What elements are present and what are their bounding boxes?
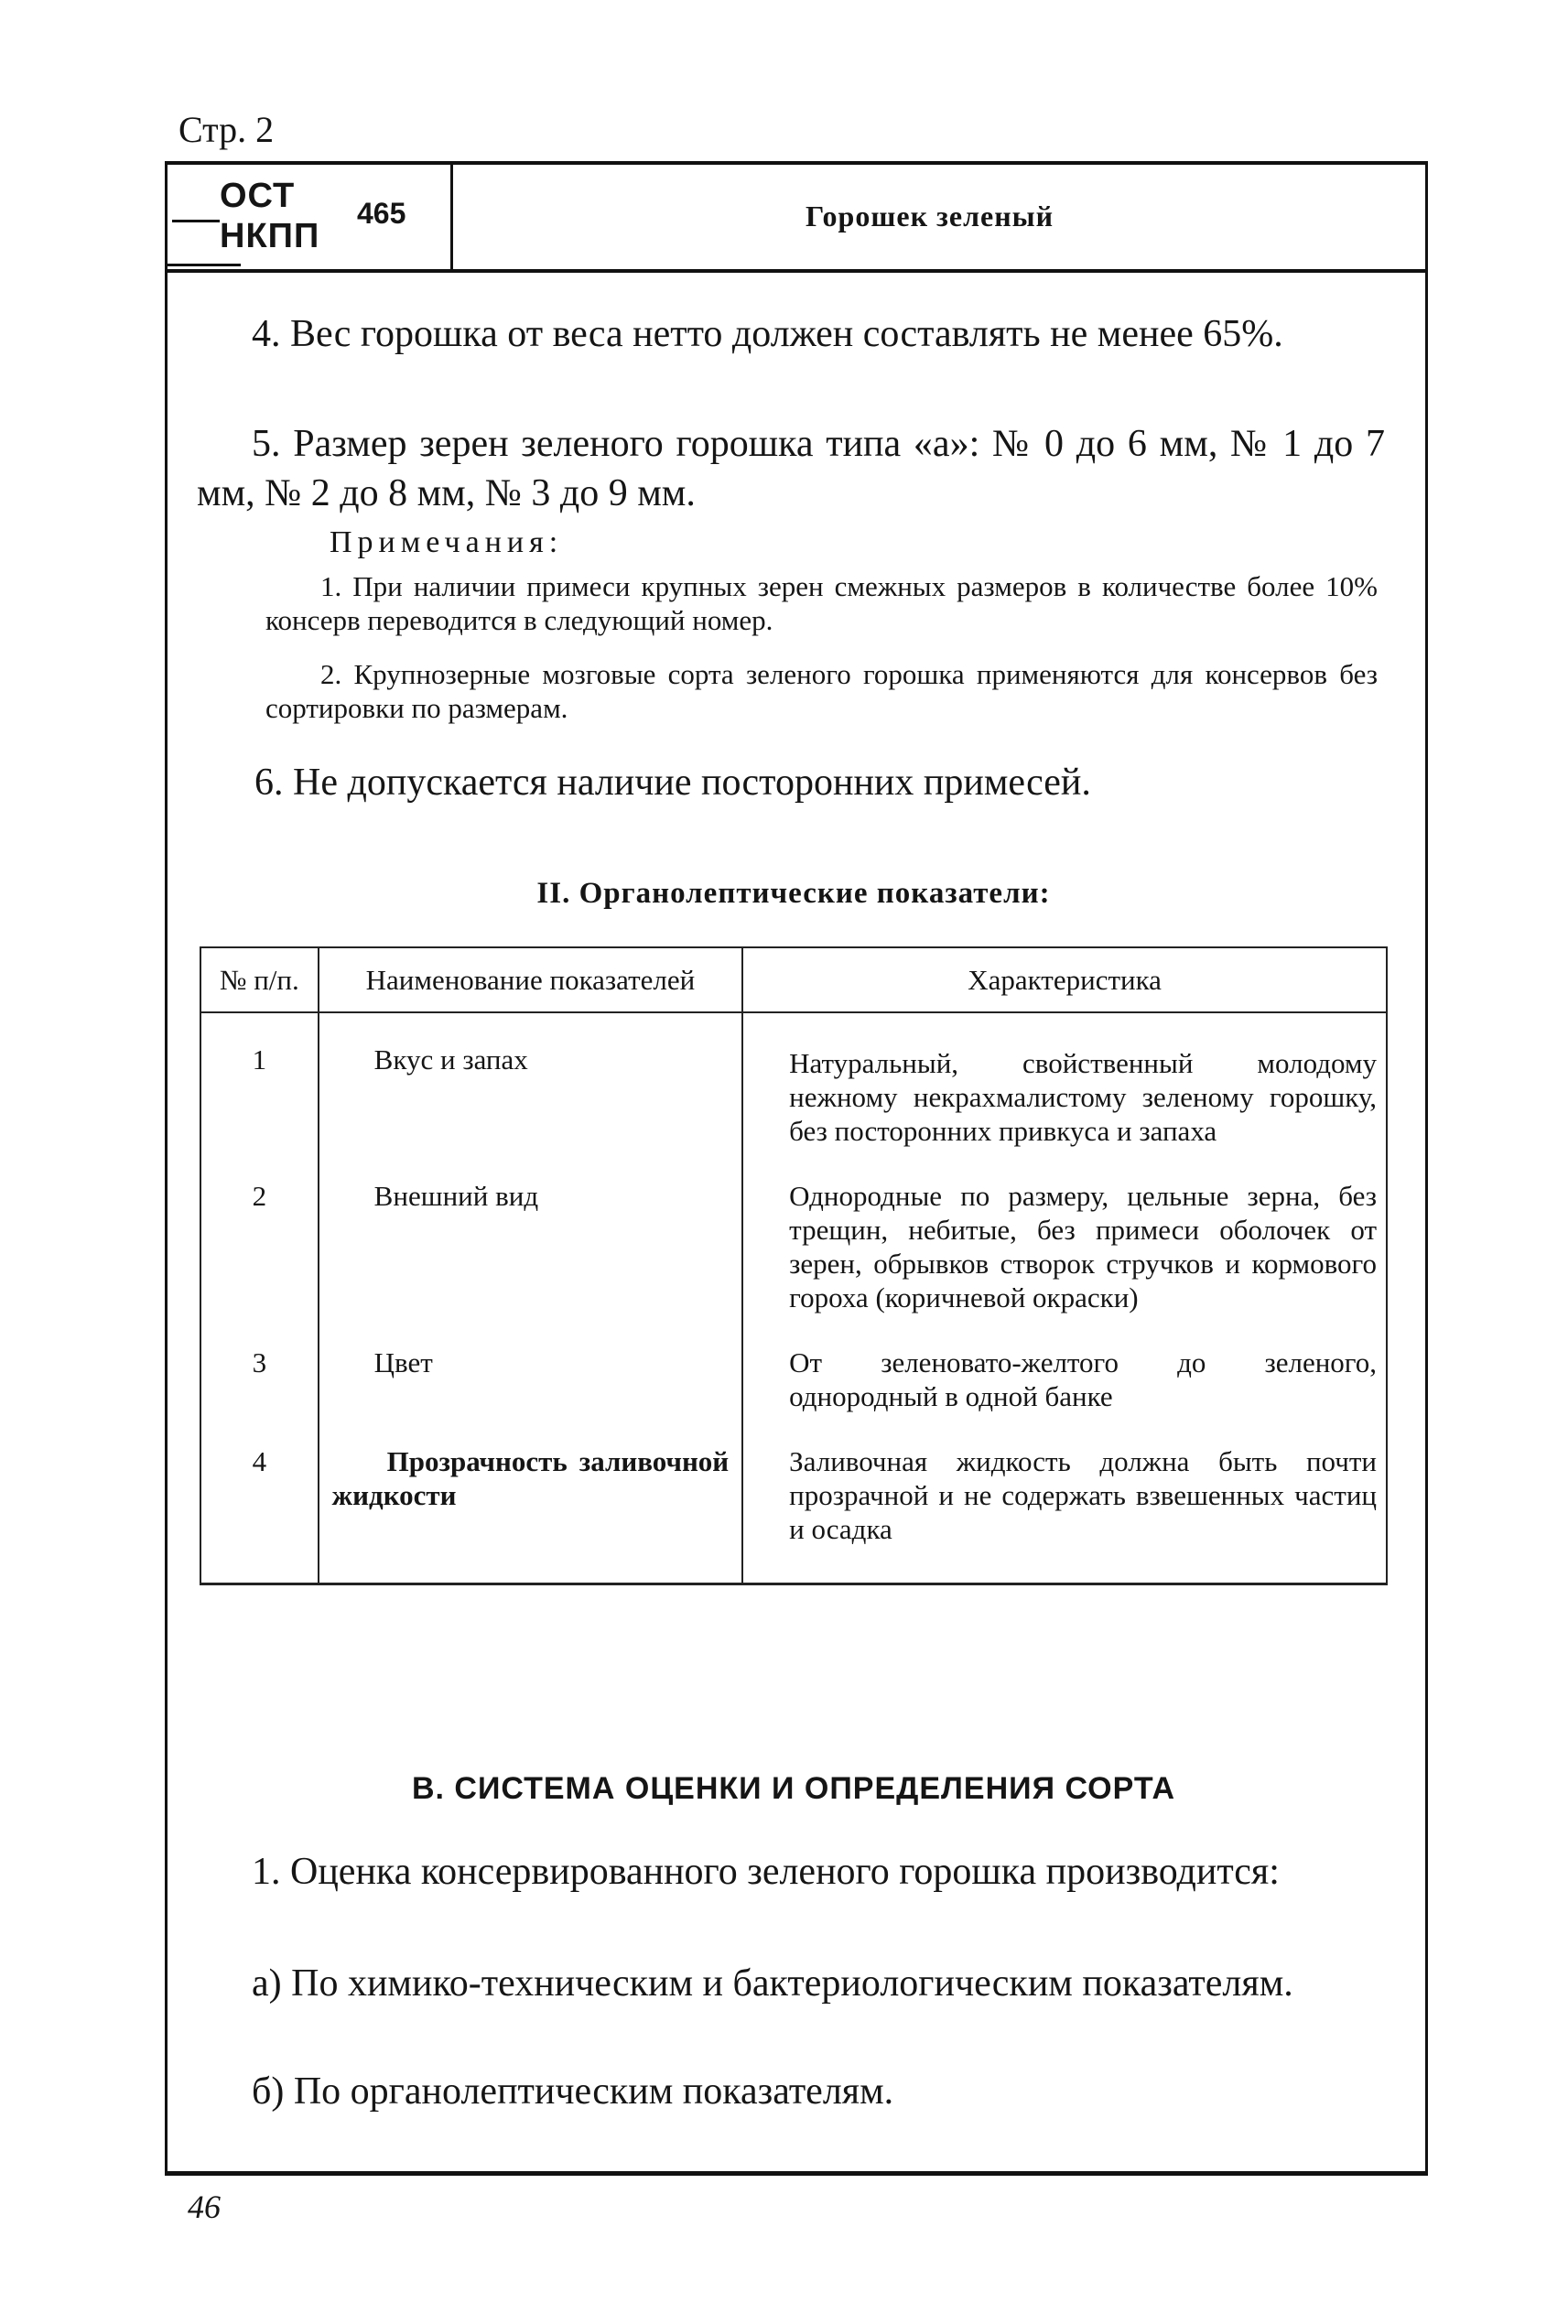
footer-page-number: 46	[188, 2189, 221, 2225]
row-characteristic: Заливочная жидкость должна быть почти прозрачной и не содержать взвешенных частиц и осадка	[742, 1424, 1387, 1584]
section-2-heading: II. Органолептические показатели:	[536, 877, 1051, 910]
row-number: 3	[200, 1325, 319, 1424]
standard-code-dash	[172, 220, 220, 222]
header-rule	[168, 269, 1425, 273]
row-number: 4	[200, 1424, 319, 1584]
table-header-row	[200, 947, 1387, 1012]
notes-heading: Примечания:	[330, 525, 564, 559]
row-number: 1	[200, 1012, 319, 1159]
table-row	[200, 1325, 1387, 1424]
item-4: 4. Вес горошка от веса нетто должен составлять не менее 65%.	[252, 313, 1283, 355]
section-b-item-a: а) По химико-техническим и бактериологическим показателям.	[252, 1962, 1293, 2005]
row-characteristic: Однородные по размеру, цельные зерна, без трещин, небитые, без примеси оболочек от зерен, обрывков створок стручков и кормового гороха (коричневой окраски)	[742, 1159, 1387, 1325]
page-label: Стр. 2	[178, 109, 275, 150]
frame-top-rule	[165, 161, 1428, 165]
standard-code-top: ОСТ	[220, 177, 296, 215]
column-header-characteristic: Характеристика	[742, 947, 1387, 1012]
row-name: Прозрачность заливочной жидкости	[319, 1424, 743, 1584]
frame-bottom-rule	[165, 2171, 1428, 2176]
row-name: Внешний вид	[319, 1159, 743, 1325]
item-5: 5. Размер зерен зеленого горошка типа «а»: № 0 до 6 мм, № 1 до 7 мм, № 2 до 8 мм, № 3 до 9 мм.	[197, 423, 1385, 514]
standard-code-underline	[168, 264, 241, 266]
note-2: 2. Крупнозерные мозговые сорта зеленого горошка применяются для консервов без сортировки по размерам.	[265, 658, 1378, 724]
note-1: 1. При наличии примеси крупных зерен смежных размеров в количестве более 10% консерв переводится в следующий номер.	[265, 570, 1378, 636]
frame-right-rule	[1425, 161, 1428, 2175]
column-header-name: Наименование показателей	[319, 947, 743, 1012]
section-b-item-b: б) По органолептическим показателям.	[252, 2070, 894, 2113]
column-header-number: № п/п.	[200, 947, 319, 1012]
row-name: Вкус и запах	[319, 1012, 743, 1159]
row-number: 2	[200, 1159, 319, 1325]
organoleptic-table	[200, 946, 1388, 1585]
row-name: Цвет	[319, 1325, 743, 1424]
frame-left-rule	[165, 161, 168, 2175]
section-b-item-1: 1. Оценка консервированного зеленого горошка производится:	[252, 1851, 1280, 1893]
header-divider	[450, 161, 453, 271]
table-row	[200, 1424, 1387, 1584]
standard-number: 465	[357, 197, 406, 230]
standard-code-bottom: НКПП	[220, 217, 320, 255]
item-6: 6. Не допускается наличие посторонних примесей.	[254, 762, 1091, 804]
row-characteristic: Натуральный, свойственный молодому нежному некрахмалистому зеленому горошку, без посторонних привкуса и запаха	[742, 1012, 1387, 1159]
table-row	[200, 1159, 1387, 1325]
section-b-heading: В. СИСТЕМА ОЦЕНКИ И ОПРЕДЕЛЕНИЯ СОРТА	[411, 1771, 1176, 1806]
table-row	[200, 1012, 1387, 1159]
row-characteristic: От зеленовато-желтого до зеленого, однородный в одной банке	[742, 1325, 1387, 1424]
document-title: Горошек зеленый	[806, 200, 1054, 232]
